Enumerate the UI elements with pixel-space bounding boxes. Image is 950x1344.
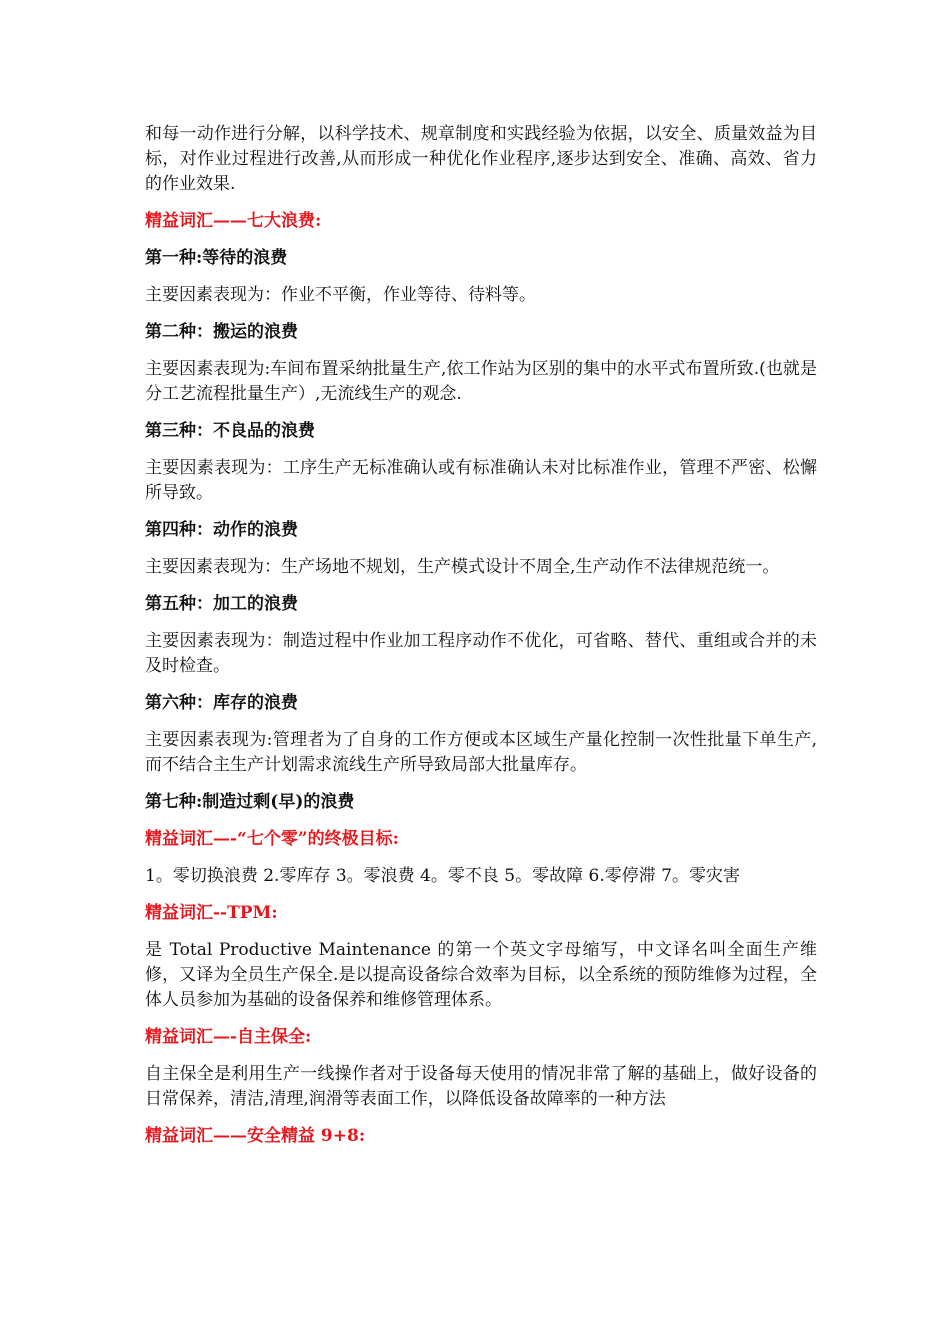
heading-waste-2: 第二种：搬运的浪费 xyxy=(145,322,298,342)
paragraph-seven-zeros: 1。零切换浪费 2.零库存 3。零浪费 4。零不良 5。零故障 6.零停滞 7。零灾害 xyxy=(145,866,740,886)
paragraph-intro: 和每一动作进行分解，以科学技术、规章制度和实践经验为依据，以安全、质量效益为目标，对作业过程进行改善,从而形成一种优化作业程序,逐步达到安全、准确、高效、省力的作业效果. xyxy=(145,124,817,194)
heading-waste-1: 第一种:等待的浪费 xyxy=(145,248,288,268)
paragraph-waste-1: 主要因素表现为：作业不平衡，作业等待、待料等。 xyxy=(145,285,536,305)
paragraph-tpm: 是 Total Productive Maintenance 的第一个英文字母缩写，中文译名叫全面生产维修，又译为全员生产保全.是以提高设备综合效率为目标，以全系统的预防维修为过程，全体人员参加为基础的设备保养和维修管理体系。 xyxy=(145,940,817,1010)
document-page xyxy=(145,122,817,1149)
heading-safety-lean: 精益词汇——安全精益 9+8: xyxy=(145,1126,366,1146)
heading-waste-7: 第七种:制造过剩(早)的浪费 xyxy=(145,792,355,812)
paragraph-waste-3: 主要因素表现为：工序生产无标准确认或有标准确认未对比标准作业，管理不严密、松懈所导致。 xyxy=(145,458,817,503)
heading-autonomous-maintenance: 精益词汇—-自主保全: xyxy=(145,1027,312,1047)
heading-waste-6: 第六种：库存的浪费 xyxy=(145,693,298,713)
heading-seven-zeros: 精益词汇—-“七个零”的终极目标: xyxy=(145,829,399,849)
heading-waste-3: 第三种：不良品的浪费 xyxy=(145,421,315,441)
paragraph-waste-6: 主要因素表现为:管理者为了自身的工作方便或本区域生产量化控制一次性批量下单生产,而不结合主生产计划需求流线生产所导致局部大批量库存。 xyxy=(145,730,817,775)
heading-tpm: 精益词汇--TPM: xyxy=(145,903,278,923)
paragraph-waste-2: 主要因素表现为:车间布置采纳批量生产,依工作站为区别的集中的水平式布置所致.(也就是分工艺流程批量生产）,无流线生产的观念. xyxy=(145,359,817,404)
heading-seven-wastes: 精益词汇——七大浪费: xyxy=(145,211,322,231)
paragraph-waste-4: 主要因素表现为：生产场地不规划，生产模式设计不周全,生产动作不法律规范统一。 xyxy=(145,557,780,577)
paragraph-autonomous-maintenance: 自主保全是利用生产一线操作者对于设备每天使用的情况非常了解的基础上，做好设备的日常保养，清洁,清理,润滑等表面工作，以降低设备故障率的一种方法 xyxy=(145,1064,817,1109)
heading-waste-4: 第四种：动作的浪费 xyxy=(145,520,298,540)
paragraph-waste-5: 主要因素表现为：制造过程中作业加工程序动作不优化，可省略、替代、重组或合并的未及时检查。 xyxy=(145,631,817,676)
heading-waste-5: 第五种：加工的浪费 xyxy=(145,594,298,614)
